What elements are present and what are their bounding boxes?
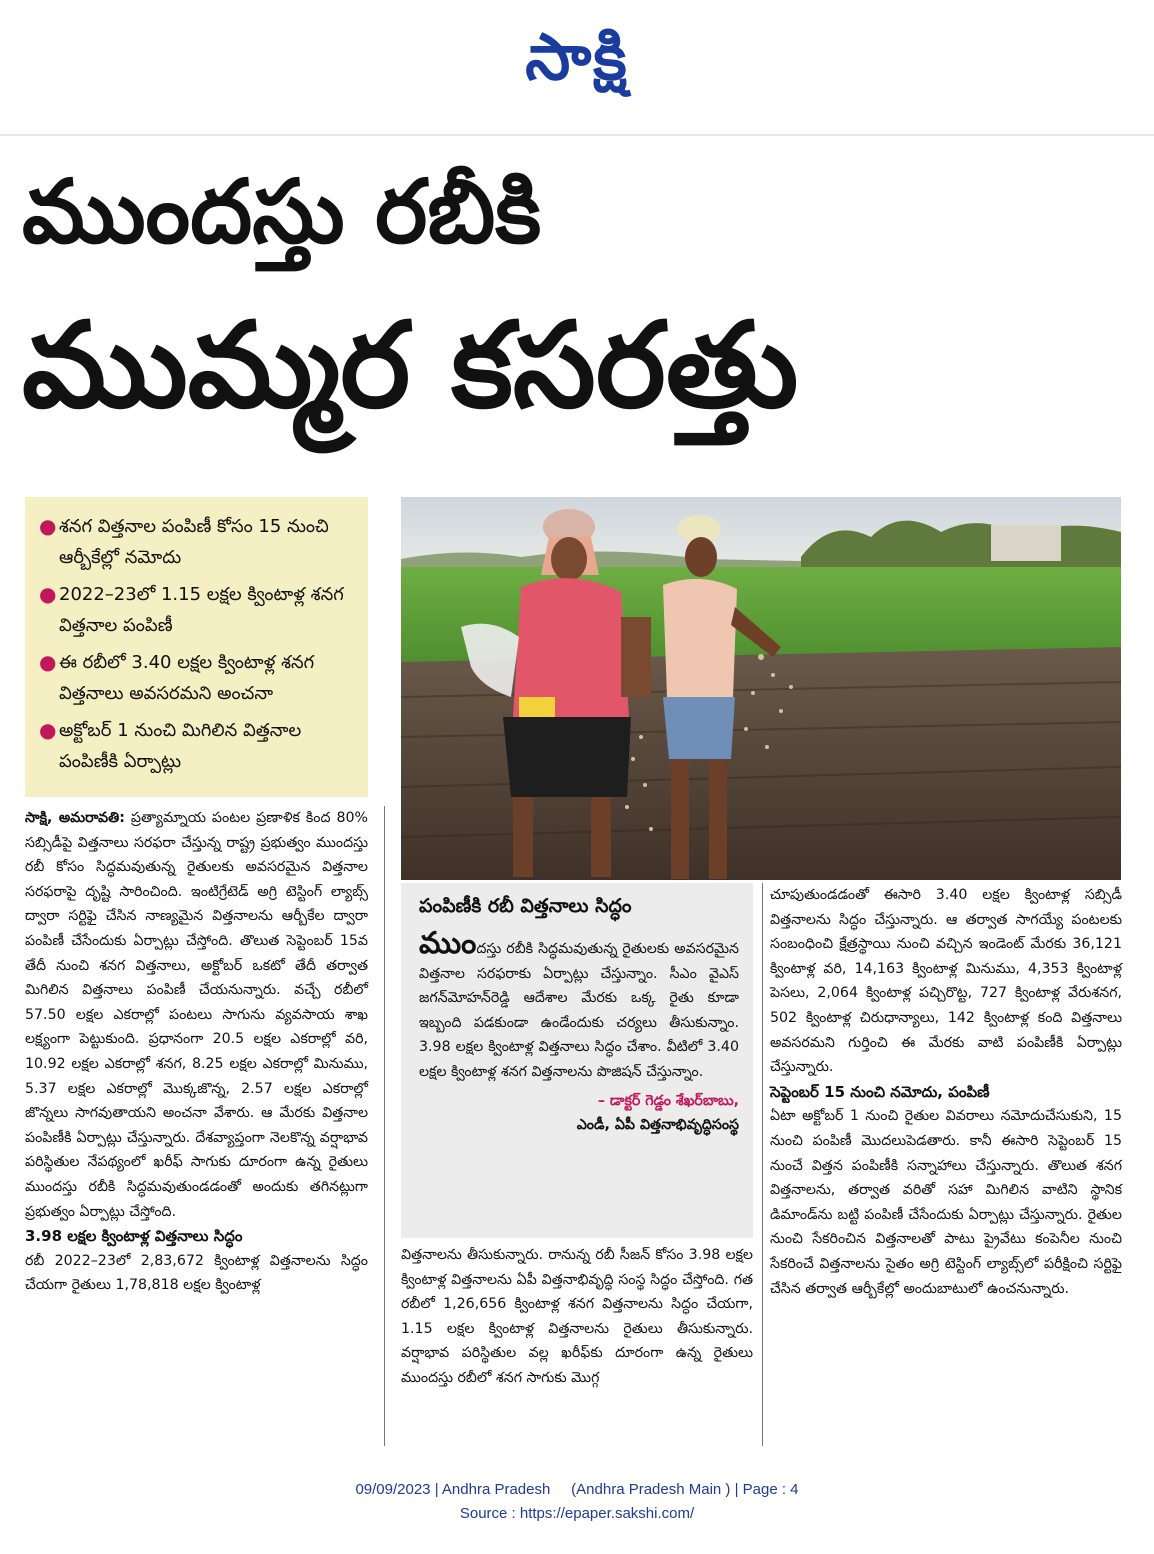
bullet-icon: ● [39, 514, 57, 538]
masthead [0, 0, 1154, 130]
dateline: సాక్షి, అమరావతి: [25, 810, 125, 826]
quote-title: పంపిణీకి రబీ విత్తనాలు సిద్ధం [419, 895, 632, 917]
highlight-item: ● అక్టోబర్ 1 నుంచి మిగిలిన విత్తనాల పంపిణీకి ఏర్పాట్లు [39, 715, 358, 777]
column-divider [762, 883, 763, 1446]
article-paragraph: రబీ 2022–23లో 2,83,672 క్వింటాళ్ల విత్తనాలను సిద్ధం చేయగా రైతులు 1,78,818 లక్షల క్వింటాళ్ల [25, 1252, 368, 1294]
footer [0, 1478, 1154, 1526]
article-paragraph: విత్తనాలను తీసుకున్నారు. రానున్న రబీ సీజన్ కోసం 3.98 లక్షల క్వింటాళ్ల విత్తనాలను ఏపీ విత్తనాభివృద్ధి సంస్థ సిద్ధం చేస్తోంది. గత రబీలో 1,26,656 క్వింటాళ్ల శనగ విత్తనాలను సిద్ధం చేయగా, 1.15 లక్షల క్వింటాళ్ల విత్తనాలను రైతులు తీసుకున్నారు. వర్షాభావ పరిస్థితుల వల్ల ఖరీఫ్‌కు దూరంగా ఉన్న రైతులు ముందస్తు రబీలో శనగ సాగుకు మొగ్గ [401, 1247, 753, 1386]
signature-title: ఎండీ, ఏపీ విత్తనాభివృద్ధిసంస్థ [576, 1117, 739, 1134]
highlights-box [25, 497, 368, 797]
footer-edition-line: 09/09/2023 | Andhra Pradesh (Andhra Pradesh Main ) | Page : 4 [355, 1481, 799, 1498]
column-divider [384, 806, 385, 1446]
bullet-icon: ● [39, 718, 57, 742]
article-column-3 [770, 883, 1122, 1301]
masthead-divider [0, 134, 1154, 136]
article-column-1 [25, 806, 368, 1298]
article-column-2 [401, 1243, 753, 1391]
highlight-item: ● ఈ రబీలో 3.40 లక్షల క్వింటాళ్ల శనగ విత్తనాలు అవసరమని అంచనా [39, 647, 358, 709]
dropcap: ముం [419, 926, 477, 961]
quote-signature [419, 1089, 739, 1138]
article-paragraph: ప్రత్యామ్నాయ పంటల ప్రణాళిక కింద 80% సబ్సిడీపై విత్తనాలు సరఫరా చేస్తున్న రాష్ట్ర ప్రభుత్వం ముందస్తు రబీ కోసం సిద్ధమవుతున్న రైతులకు అవసరమైన విత్తనాల సరఫరాపై దృష్టి సారించింది. ఇంటిగ్రేటెడ్ అగ్రి టెస్టింగ్ ల్యాబ్స్ ద్వారా సర్టిఫై చేసిన నాణ్యమైన విత్తనాలను ఆర్బీకేల ద్వారా పంపిణీ చేసేందుకు ఏర్పాట్లు చేస్తోంది. తొలుత సెప్టెంబర్ 15వ తేదీ నుంచి శనగ విత్తనాలు, అక్టోబర్ ఒకటో తేదీ తర్వాత మిగిలిన విత్తనాలు పంపిణీ చేయనున్నారు. వచ్చే రబీలో 57.50 లక్షల ఎకరాల్లో పంటలు సాగును వ్యవసాయ శాఖ లక్ష్యంగా పెట్టుకుంది. ప్రధానంగా 20.5 లక్షల ఎకరాల్లో వరి, 10.92 లక్షల ఎకరాల్లో శనగ, 8.25 లక్షల ఎకరాల్లో మినుము, 5.37 లక్షల ఎకరాల్లో మొక్కజొన్న, 2.57 లక్షల ఎకరాల్లో జొన్నలు సాగవుతాయని అంచనా వేశారు. ఆ మేరకు విత్తనాల పంపిణీకి ఏర్పాట్లు చేస్తున్నారు. దేశవ్యాప్తంగా నెలకొన్న వర్షాభావ పరిస్థితుల నేపథ్యంలో ఖరీఫ్ సాగుకు దూరంగా ఉన్న రైతులు ముందస్తు రబీకి సిద్ధమవుతుండడంతో అందుకు తగినట్లుగా ప్రభుత్వం ఏర్పాట్లు చేస్తోంది. [25, 810, 368, 1220]
headline-line-2: ముమ్మర కసరత్తు [22, 296, 799, 434]
subhead: 3.98 లక్షల క్వింటాళ్ల విత్తనాలు సిద్ధం [25, 1227, 243, 1246]
footer-source-link[interactable]: Source : https://epaper.sakshi.com/ [459, 1505, 695, 1522]
signature-name: – డాక్టర్ గెడ్డం శేఖర్‌బాబు, [597, 1092, 739, 1109]
farmers-sowing-photo [401, 497, 1121, 880]
sakshi-logo: సాక్షి [525, 20, 629, 95]
quote-box [401, 883, 753, 1238]
bullet-icon: ● [39, 582, 57, 606]
quote-body: ముందస్తు రబీకి సిద్ధమవుతున్న రైతులకు అవసరమైన విత్తనాల సరఫరాకు ఏర్పాట్లు చేస్తున్నాం. సీఎం వైఎస్ జగన్‌మోహన్‌రెడ్డి ఆదేశాల మేరకు ఒక్క రైతు కూడా ఇబ్బంది పడకుండా ఉండేందుకు చర్యలు తీసుకున్నాం. 3.98 లక్షల క్వింటాళ్ల విత్తనాలు సిద్ధం చేశాం. వీటిలో 3.40 లక్షల క్వింటాళ్ల శనగ విత్తనాలను పొజిషన్ చేస్తున్నాం. [419, 926, 739, 1080]
article-paragraph: ఏటా అక్టోబర్ 1 నుంచి రైతుల వివరాలు నమోదుచేసుకుని, 15 నుంచి పంపిణీ మొదలుపెడతారు. కానీ ఈసారి సెప్టెంబర్ 15 నుంచే విత్తన పంపిణీకి సన్నాహాలు చేస్తున్నారు. తొలుత శనగ విత్తనాలను, తర్వాత వరితో సహా మిగిలిన వాటిని స్థానిక డిమాండ్‌ను బట్టి పంపిణీ చేసేందుకు ఏర్పాట్లు చేస్తున్నారు. రైతుల నుంచి సేకరించిన విత్తనాలతో పాటు ప్రైవేటు కంపెనీల నుంచి సేకరించే విత్తనాలను సైతం అగ్రి టెస్టింగ్ ల్యాబ్స్‌లో పరీక్షించి సర్టిఫై చేసిన తర్వాత ఆర్బీకేల్లో అందుబాటులో ఉంచనున్నారు. [770, 1108, 1122, 1297]
subhead: సెప్టెంబర్ 15 నుంచి నమోదు, పంపిణీ [770, 1082, 990, 1101]
bullet-icon: ● [39, 650, 57, 674]
highlight-item: ● శనగ విత్తనాల పంపిణీ కోసం 15 నుంచి ఆర్బీకేల్లో నమోదు [39, 511, 358, 573]
article-paragraph: చూపుతుండడంతో ఈసారి 3.40 లక్షల క్వింటాళ్ల సబ్సిడీ విత్తనాలను సిద్ధం చేస్తున్నారు. ఆ తర్వాత సాగయ్యే పంటలకు సంబంధించి క్షేత్రస్థాయి నుంచి వచ్చిన ఇండెంట్ మేరకు 36,121 క్వింటాళ్ల వరి, 14,163 క్వింటాళ్ల మినుము, 4,353 క్వింటాళ్ల పెసలు, 2,064 క్వింటాళ్ల పచ్చిరొట్ట, 727 క్వింటాళ్ల వేరుశనగ, 502 క్వింటాళ్ల చిరుధాన్యాలు, 142 క్వింటాళ్ల కంది విత్తనాలు అవసరమని గుర్తించి ఈ మేరకు వాటి పంపిణీకి ఏర్పాట్లు చేస్తున్నారు. [770, 887, 1122, 1076]
highlight-item: ● 2022–23లో 1.15 లక్షల క్వింటాళ్ల శనగ విత్తనాల పంపిణీ [39, 579, 358, 641]
headline-line-1: ముందస్తు రబీకి [22, 160, 542, 263]
